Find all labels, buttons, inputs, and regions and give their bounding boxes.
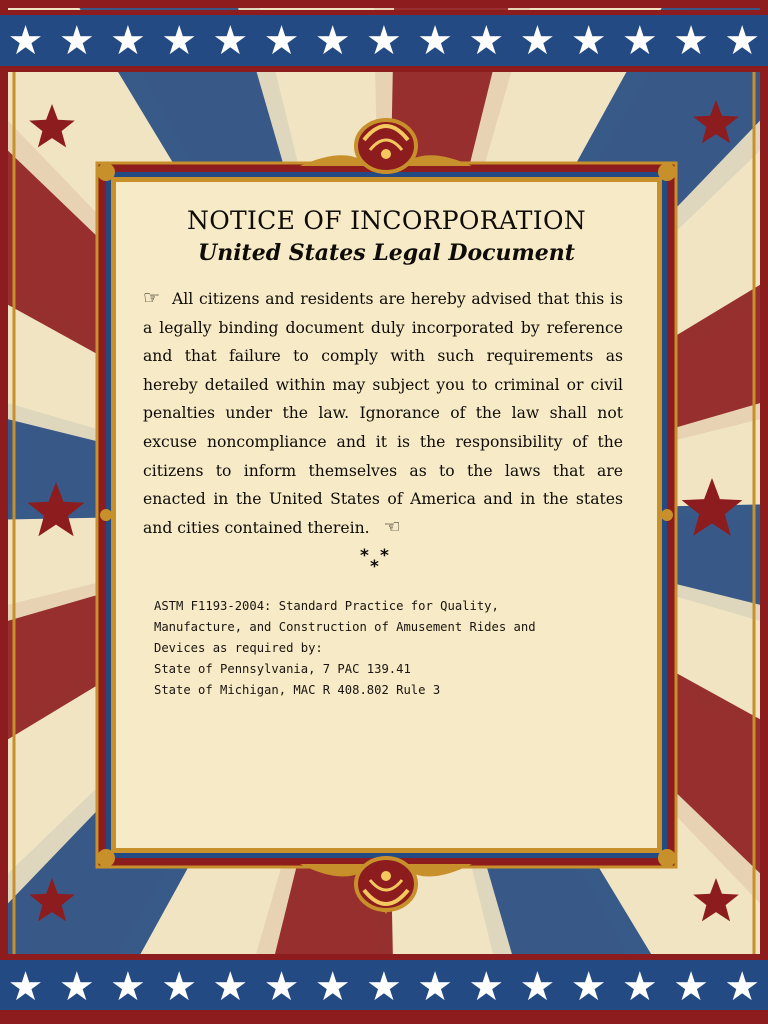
band-star-icon: ★ xyxy=(621,964,658,1010)
asterism-divider xyxy=(358,546,418,576)
standard-line: State of Michigan, MAC R 408.802 Rule 3 xyxy=(154,683,441,697)
notice-panel xyxy=(118,184,655,846)
band-star-icon: ★ xyxy=(468,18,505,64)
pointing-hand-left-icon: ☜ xyxy=(383,515,401,538)
band-star-icon: ★ xyxy=(468,964,505,1010)
band-star-icon: ★ xyxy=(417,18,454,64)
band-star-icon: ★ xyxy=(161,964,198,1010)
band-star-icon: ★ xyxy=(519,964,556,1010)
band-star-icon: ★ xyxy=(314,964,351,1010)
band-star-icon: ★ xyxy=(724,964,761,1010)
standard-reference-block xyxy=(154,596,634,701)
band-star-icon: ★ xyxy=(263,964,300,1010)
asterism-star: * xyxy=(370,557,379,577)
band-star-icon: ★ xyxy=(365,964,402,1010)
standard-line: Manufacture, and Construction of Amusement Rides and xyxy=(154,620,536,634)
band-star-icon: ★ xyxy=(161,18,198,64)
band-star-icon: ★ xyxy=(7,964,44,1010)
band-star-icon: ★ xyxy=(570,964,607,1010)
band-star-icon: ★ xyxy=(673,18,709,64)
band-star-icon: ★ xyxy=(110,964,146,1010)
band-star-icon: ★ xyxy=(417,964,454,1010)
notice-body xyxy=(143,285,623,542)
band-star-icon: ★ xyxy=(519,18,556,64)
band-star-icon: ★ xyxy=(673,964,709,1010)
pointing-hand-right-icon: ☞ xyxy=(143,287,161,309)
band-star-icon: ★ xyxy=(58,18,95,64)
standard-line: State of Pennsylvania, 7 PAC 139.41 xyxy=(154,662,411,676)
band-star-icon: ★ xyxy=(110,18,146,64)
notice-subtitle: United States Legal Document xyxy=(198,240,575,266)
band-star-icon: ★ xyxy=(724,18,761,64)
top-star-row xyxy=(0,16,768,66)
notice-body-text: All citizens and residents are hereby advised that this is a legally binding document duly incorporated by reference and that failure to comply with such requirements as hereby detailed within may subject you to criminal or civil penalties under the law. Ignorance of the law shall not excuse noncompliance and it is the responsibility of the citizens to inform themselves as to the laws that are enacted in the United States of America and in the states and cities contained therein. xyxy=(143,290,623,537)
standard-line: Devices as required by: xyxy=(154,641,323,655)
asterism-star: * xyxy=(360,546,369,566)
band-star-icon: ★ xyxy=(314,18,351,64)
band-star-icon: ★ xyxy=(365,18,402,64)
band-star-icon: ★ xyxy=(212,964,249,1010)
band-star-icon: ★ xyxy=(621,18,658,64)
band-star-icon: ★ xyxy=(7,18,44,64)
band-star-icon: ★ xyxy=(570,18,607,64)
asterism-star: * xyxy=(380,546,389,566)
band-star-icon: ★ xyxy=(212,18,249,64)
band-star-icon: ★ xyxy=(263,18,300,64)
standard-line: ASTM F1193-2004: Standard Practice for Quality, xyxy=(154,599,499,613)
notice-title: NOTICE OF INCORPORATION xyxy=(187,206,586,235)
bottom-star-row xyxy=(0,962,768,1012)
band-star-icon: ★ xyxy=(58,964,95,1010)
